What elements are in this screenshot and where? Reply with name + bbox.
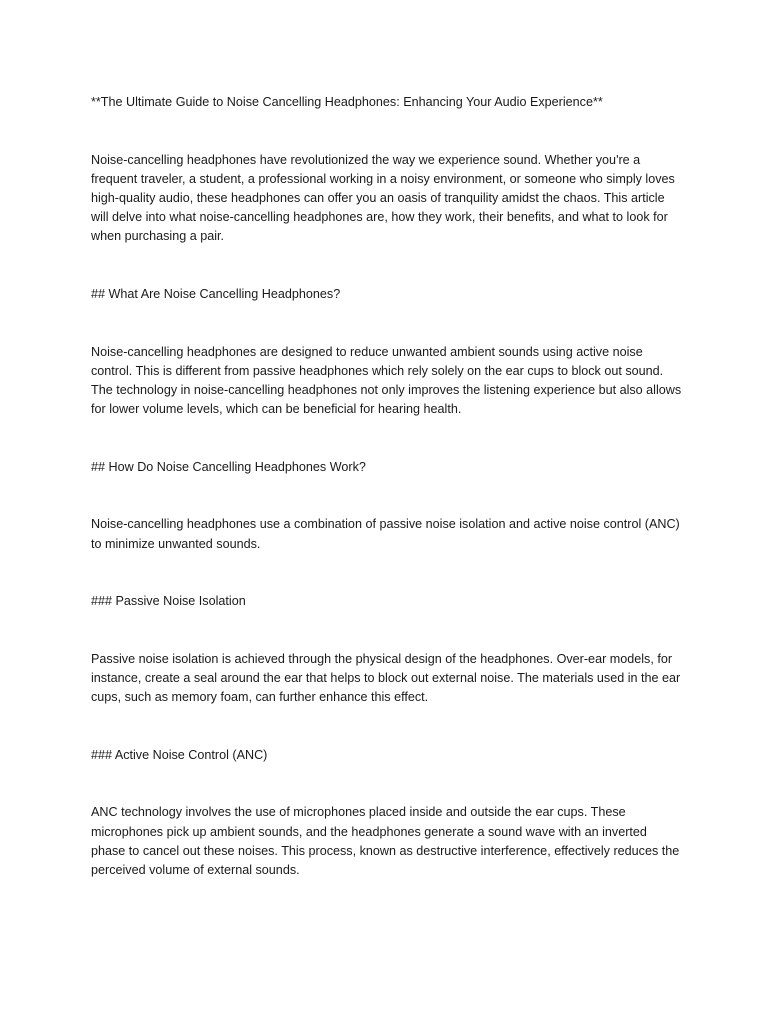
section-heading-what-are: ## What Are Noise Cancelling Headphones? (91, 287, 341, 301)
subsection-paragraph-passive: Passive noise isolation is achieved through the physical design of the headphones. Over-ear models, for instance, create a seal around the ear that helps to block out external noise. The materials used in the ear cups, such as memory foam, can further enhance this effect. (91, 651, 681, 705)
subsection-heading-passive: ### Passive Noise Isolation (91, 594, 246, 609)
intro-paragraph: Noise-cancelling headphones have revolutionized the way we experience sound. Whether you're a frequent traveler, a student, a professional working in a noisy environment, or someone who simply loves high-quality audio, these headphones can offer you an oasis of tranquility amidst the chaos. This article will delve into what noise-cancelling headphones are, how they work, their benefits, and what to look for when purchasing a pair. (91, 152, 675, 244)
subsection-paragraph-anc: ANC technology involves the use of microphones placed inside and outside the ear cups. These microphones pick up ambient sounds, and the headphones generate a sound wave with an inverted phase to cancel out these noises. This process, known as destructive interference, effectively reduces the perceived volume of external sounds. (91, 805, 680, 877)
subsection-heading-anc: ### Active Noise Control (ANC) (91, 747, 268, 762)
section-paragraph-what-are: Noise-cancelling headphones are designed to reduce unwanted ambient sounds using active noise control. This is different from passive headphones which rely solely on the ear cups to block out sound. The technology in noise-cancelling headphones not only improves the listening experience but also allows for lower volume levels, which can be beneficial for hearing health. (91, 344, 682, 417)
document-body (91, 93, 683, 919)
document-title: **The Ultimate Guide to Noise Cancelling Headphones: Enhancing Your Audio Experience** (91, 95, 603, 109)
section-paragraph-how-work: Noise-cancelling headphones use a combination of passive noise isolation and active noise control (ANC) to minimize unwanted sounds. (91, 517, 680, 551)
section-heading-how-work: ## How Do Noise Cancelling Headphones Work? (91, 459, 366, 474)
